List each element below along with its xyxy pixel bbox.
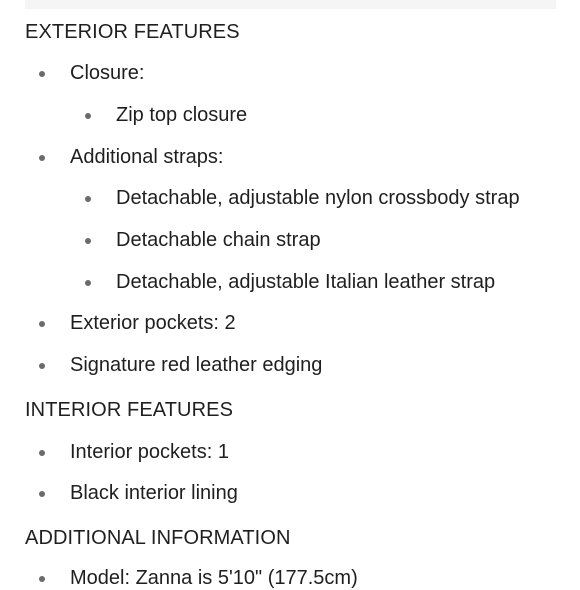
section-heading-additional-information: ADDITIONAL INFORMATION: [25, 527, 291, 549]
bullet-icon: [39, 363, 45, 369]
section-heading-exterior-features: EXTERIOR FEATURES: [25, 21, 240, 43]
section-heading-interior-features: INTERIOR FEATURES: [25, 399, 234, 421]
bullet-icon: [85, 113, 91, 119]
list-item-red-leather-edging: Signature red leather edging: [70, 354, 323, 376]
list-item-model-height: Model: Zanna is 5'10" (177.5cm): [70, 567, 358, 589]
top-divider-bar: [25, 0, 556, 9]
list-item-zip-top-closure: Zip top closure: [116, 104, 248, 126]
bullet-icon: [85, 280, 91, 286]
bullet-icon: [39, 71, 45, 77]
bullet-icon: [85, 196, 91, 202]
list-item-closure: Closure:: [70, 62, 145, 84]
list-item-interior-lining: Black interior lining: [70, 482, 238, 504]
bullet-icon: [85, 238, 91, 244]
bullet-icon: [39, 491, 45, 497]
list-item-italian-leather-strap: Detachable, adjustable Italian leather strap: [116, 271, 496, 293]
list-item-interior-pockets: Interior pockets: 1: [70, 441, 229, 463]
list-item-exterior-pockets: Exterior pockets: 2: [70, 312, 236, 334]
list-item-additional-straps: Additional straps:: [70, 146, 224, 168]
bullet-icon: [39, 321, 45, 327]
bullet-icon: [39, 450, 45, 456]
list-item-chain-strap: Detachable chain strap: [116, 229, 321, 251]
list-item-nylon-crossbody-strap: Detachable, adjustable nylon crossbody strap: [116, 187, 520, 209]
bullet-icon: [39, 155, 45, 161]
bullet-icon: [39, 576, 45, 582]
